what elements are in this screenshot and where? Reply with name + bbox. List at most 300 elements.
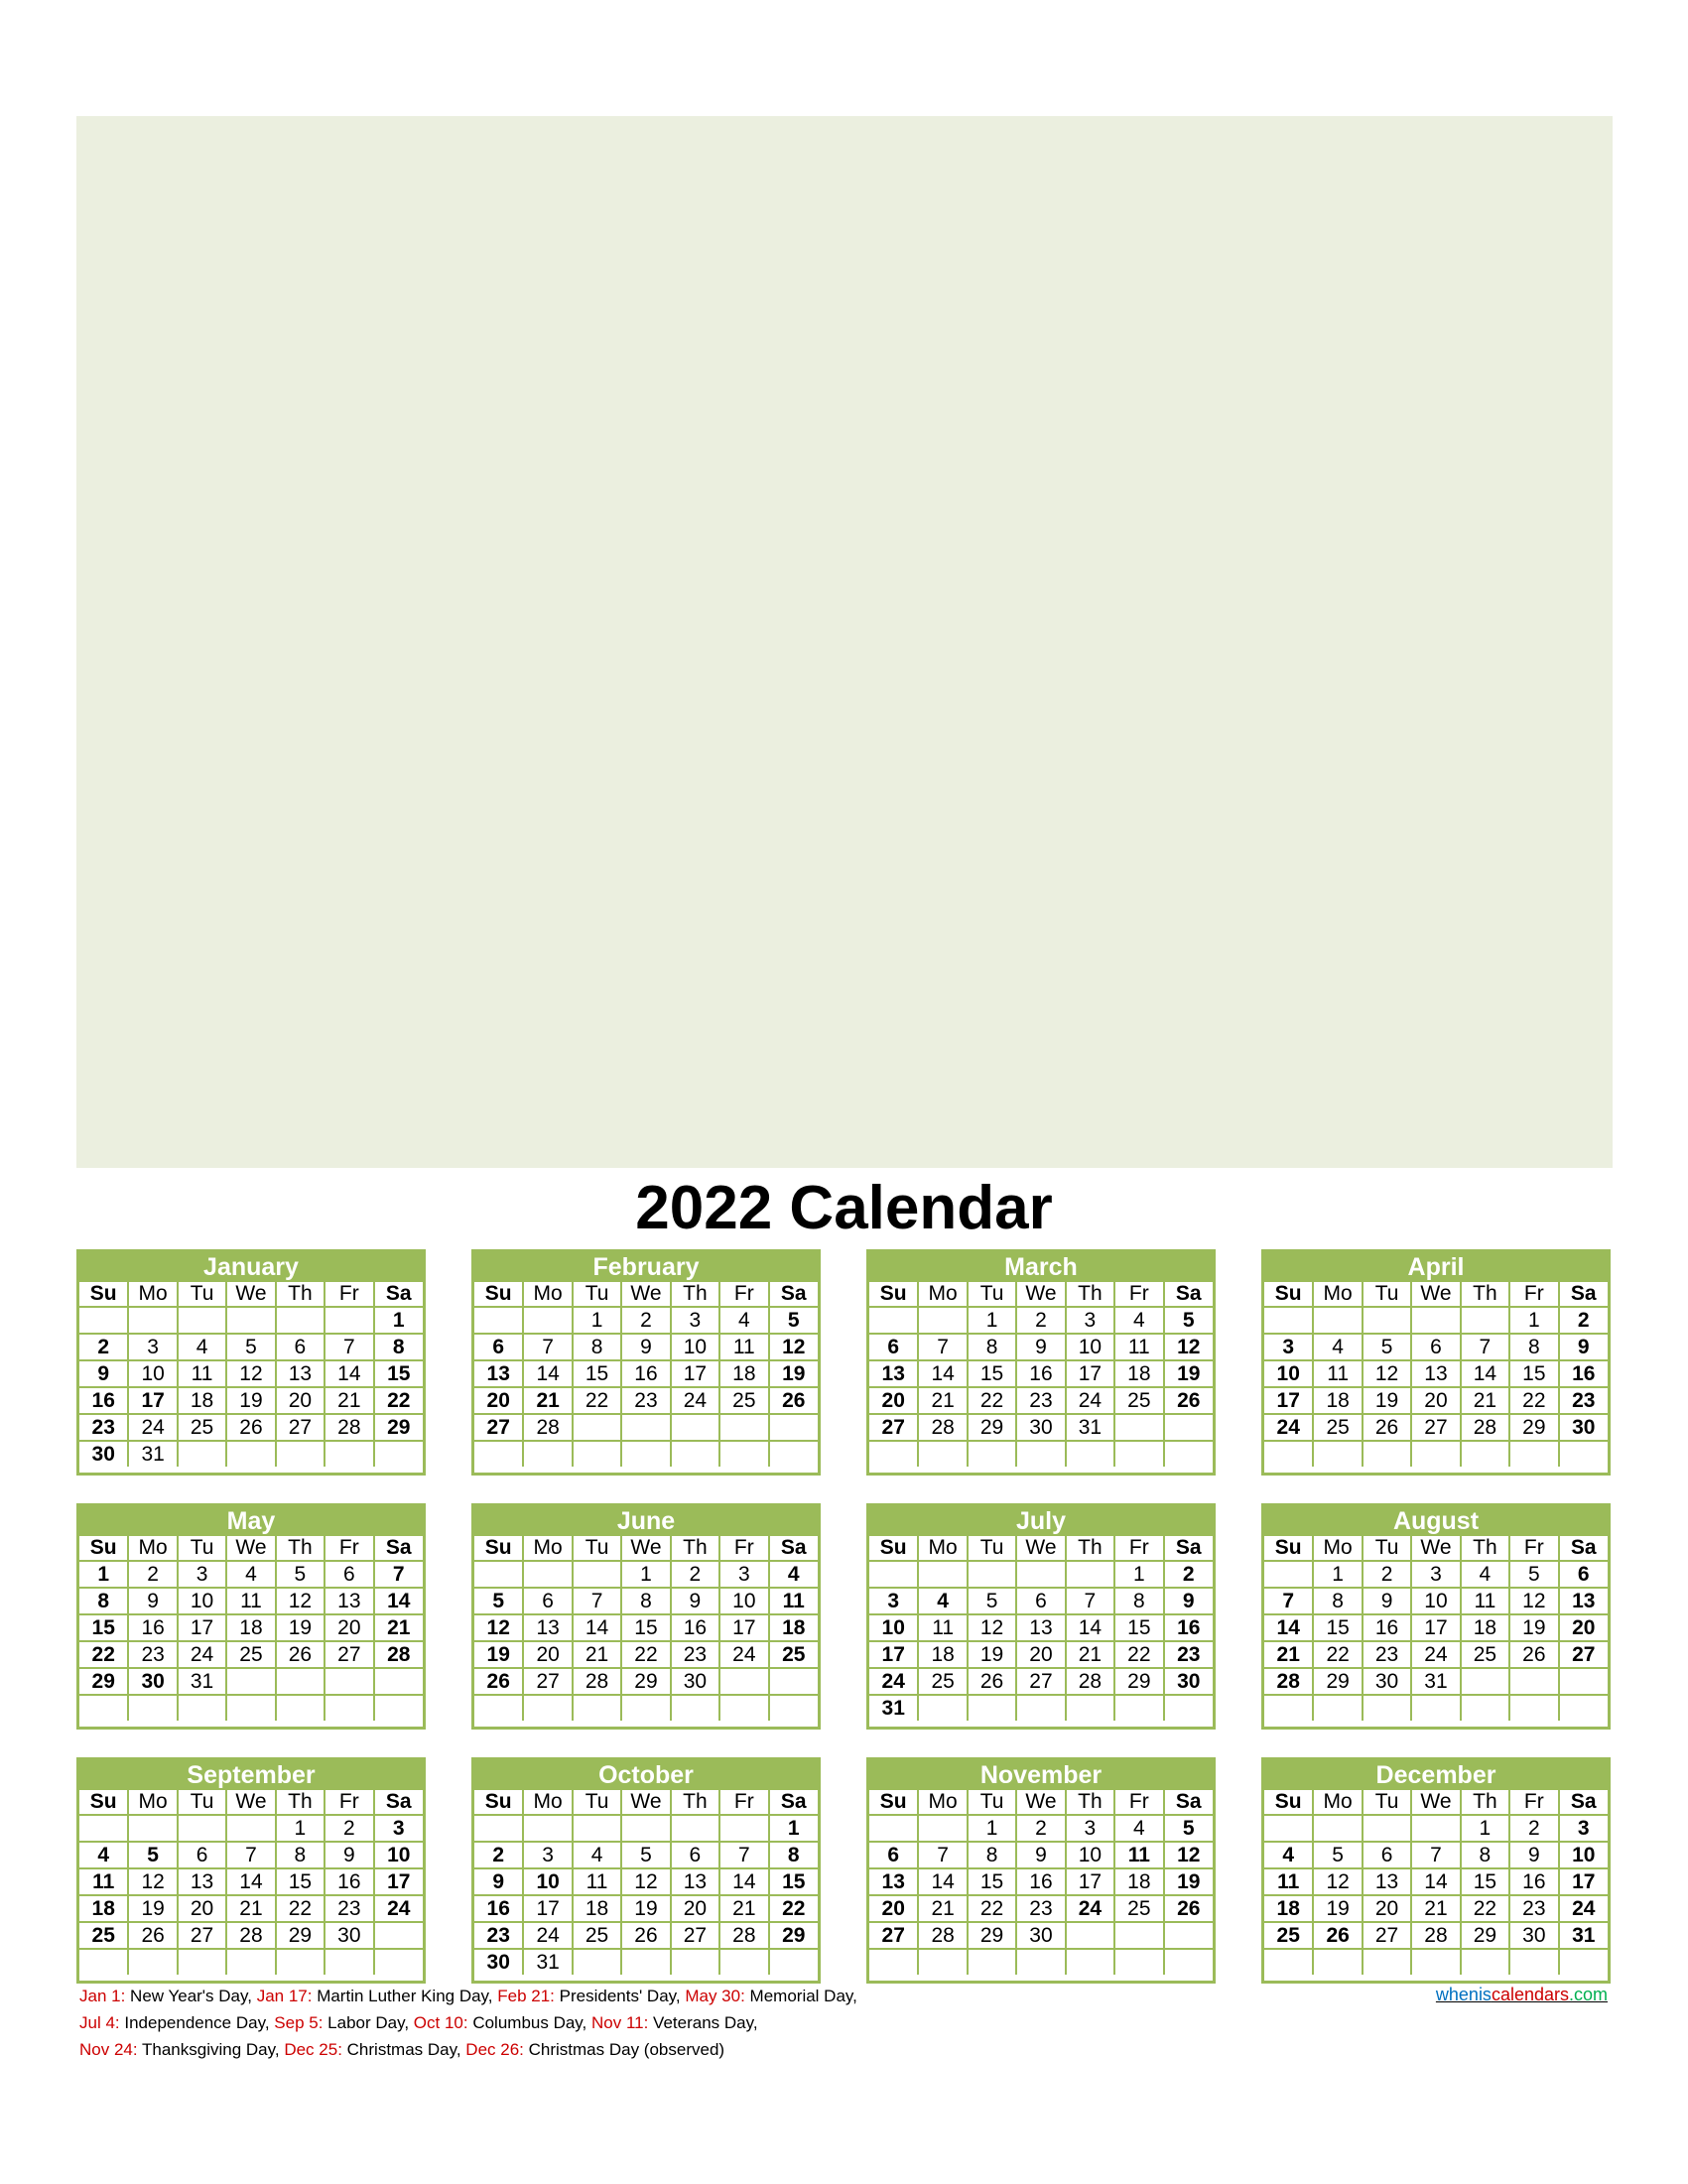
empty-cell (1461, 1441, 1509, 1467)
month-name: September (79, 1760, 423, 1790)
day-cell: 19 (1313, 1895, 1362, 1922)
site-link[interactable] (1389, 1984, 1608, 2005)
month-name: February (474, 1252, 818, 1282)
weekday-label: Fr (325, 1536, 373, 1561)
day-cell: 16 (474, 1895, 523, 1922)
day-cell: 21 (1461, 1387, 1509, 1414)
day-cell: 9 (1509, 1842, 1558, 1868)
day-cell: 17 (523, 1895, 572, 1922)
day-cell: 27 (869, 1414, 918, 1441)
month-march (866, 1249, 1216, 1476)
weekday-label: Tu (968, 1790, 1016, 1815)
empty-cell (573, 1414, 621, 1441)
empty-cell (1114, 1922, 1163, 1949)
empty-cell (1016, 1441, 1065, 1467)
empty-cell (769, 1441, 818, 1467)
day-cell: 13 (1559, 1588, 1608, 1614)
day-cell: 23 (1016, 1387, 1065, 1414)
day-cell: 15 (1461, 1868, 1509, 1895)
weekday-label: Su (79, 1282, 128, 1307)
day-cell: 24 (1411, 1641, 1460, 1668)
day-cell: 6 (869, 1334, 918, 1360)
day-cell: 22 (1461, 1895, 1509, 1922)
day-cell: 20 (869, 1895, 918, 1922)
month-name: April (1264, 1252, 1608, 1282)
day-cell: 22 (573, 1387, 621, 1414)
weekday-label: Tu (1363, 1790, 1411, 1815)
empty-cell (1016, 1561, 1065, 1588)
day-cell: 4 (1114, 1815, 1163, 1842)
empty-cell (1363, 1815, 1411, 1842)
weekday-label: We (1411, 1282, 1460, 1307)
day-cell: 10 (671, 1334, 719, 1360)
weekday-label: Sa (374, 1790, 423, 1815)
day-cell: 20 (325, 1614, 373, 1641)
day-cell: 11 (1461, 1588, 1509, 1614)
day-cell: 15 (769, 1868, 818, 1895)
day-cell: 8 (276, 1842, 325, 1868)
day-cell: 14 (374, 1588, 423, 1614)
weekday-label: Th (276, 1790, 325, 1815)
empty-cell (276, 1949, 325, 1975)
month-october (471, 1757, 821, 1984)
empty-cell (1016, 1949, 1065, 1975)
day-cell: 11 (226, 1588, 275, 1614)
weekday-label: Th (1461, 1282, 1509, 1307)
day-cell: 3 (374, 1815, 423, 1842)
day-cell: 13 (325, 1588, 373, 1614)
day-cell: 19 (621, 1895, 670, 1922)
day-cell: 27 (1559, 1641, 1608, 1668)
empty-cell (276, 1695, 325, 1721)
weekday-label: Tu (178, 1536, 226, 1561)
day-cell: 28 (918, 1414, 967, 1441)
day-cell: 9 (1559, 1334, 1608, 1360)
empty-cell (869, 1307, 918, 1334)
day-cell: 21 (918, 1387, 967, 1414)
day-cell: 4 (573, 1842, 621, 1868)
day-cell: 16 (1016, 1868, 1065, 1895)
day-cell: 17 (1264, 1387, 1313, 1414)
month-november (866, 1757, 1216, 1984)
day-cell: 16 (1016, 1360, 1065, 1387)
empty-cell (276, 1668, 325, 1695)
day-cell: 9 (1016, 1334, 1065, 1360)
weekday-label: Fr (719, 1790, 768, 1815)
empty-cell (474, 1695, 523, 1721)
empty-cell (523, 1695, 572, 1721)
empty-cell (1559, 1695, 1608, 1721)
weekday-label: Tu (1363, 1536, 1411, 1561)
day-cell: 9 (128, 1588, 177, 1614)
day-cell: 15 (968, 1360, 1016, 1387)
holiday-line (79, 1983, 1369, 2009)
day-cell: 5 (621, 1842, 670, 1868)
weekday-label: Tu (178, 1790, 226, 1815)
day-cell: 3 (178, 1561, 226, 1588)
weekday-label: Fr (325, 1790, 373, 1815)
day-cell: 14 (918, 1868, 967, 1895)
weekday-label: We (226, 1282, 275, 1307)
empty-cell (1363, 1949, 1411, 1975)
empty-cell (276, 1441, 325, 1467)
empty-cell (1461, 1695, 1509, 1721)
day-cell: 6 (474, 1334, 523, 1360)
empty-cell (374, 1949, 423, 1975)
empty-cell (178, 1307, 226, 1334)
day-cell: 24 (671, 1387, 719, 1414)
site-link-part: calendars (1491, 1985, 1569, 2004)
day-cell: 18 (1114, 1360, 1163, 1387)
month-name: January (79, 1252, 423, 1282)
day-cell: 16 (79, 1387, 128, 1414)
day-cell: 19 (769, 1360, 818, 1387)
day-cell: 22 (374, 1387, 423, 1414)
empty-cell (1363, 1307, 1411, 1334)
day-cell: 20 (869, 1387, 918, 1414)
day-cell: 4 (79, 1842, 128, 1868)
day-cell: 24 (1066, 1895, 1114, 1922)
holiday-date: Jul 4: (79, 2013, 120, 2032)
day-cell: 15 (968, 1868, 1016, 1895)
weekday-label: Tu (1363, 1282, 1411, 1307)
empty-cell (128, 1695, 177, 1721)
empty-cell (128, 1815, 177, 1842)
empty-cell (325, 1307, 373, 1334)
day-cell: 4 (1461, 1561, 1509, 1588)
day-cell: 5 (1164, 1815, 1213, 1842)
day-cell: 28 (719, 1922, 768, 1949)
day-cell: 29 (968, 1414, 1016, 1441)
day-cell: 16 (128, 1614, 177, 1641)
day-cell: 31 (523, 1949, 572, 1975)
day-cell: 6 (1559, 1561, 1608, 1588)
empty-cell (226, 1441, 275, 1467)
day-cell: 13 (869, 1360, 918, 1387)
empty-cell (1264, 1307, 1313, 1334)
day-cell: 10 (1559, 1842, 1608, 1868)
empty-cell (1411, 1441, 1460, 1467)
day-cell: 18 (719, 1360, 768, 1387)
day-cell: 29 (1114, 1668, 1163, 1695)
empty-cell (1313, 1307, 1362, 1334)
day-cell: 29 (769, 1922, 818, 1949)
empty-cell (226, 1307, 275, 1334)
day-cell: 7 (918, 1334, 967, 1360)
empty-cell (1264, 1561, 1313, 1588)
day-cell: 2 (128, 1561, 177, 1588)
day-cell: 24 (719, 1641, 768, 1668)
day-cell: 15 (374, 1360, 423, 1387)
day-cell: 9 (325, 1842, 373, 1868)
weekday-label: Fr (719, 1536, 768, 1561)
empty-cell (1559, 1668, 1608, 1695)
day-cell: 7 (226, 1842, 275, 1868)
day-cell: 20 (1559, 1614, 1608, 1641)
empty-cell (1114, 1441, 1163, 1467)
empty-cell (968, 1561, 1016, 1588)
day-cell: 18 (1114, 1868, 1163, 1895)
day-cell: 4 (769, 1561, 818, 1588)
day-cell: 5 (968, 1588, 1016, 1614)
weekday-label: Fr (1114, 1536, 1163, 1561)
day-cell: 13 (671, 1868, 719, 1895)
weekday-label: Mo (1313, 1282, 1362, 1307)
day-cell: 10 (178, 1588, 226, 1614)
day-cell: 8 (374, 1334, 423, 1360)
day-cell: 5 (128, 1842, 177, 1868)
weekday-label: Th (671, 1282, 719, 1307)
day-cell: 11 (573, 1868, 621, 1895)
weekday-label: Su (474, 1790, 523, 1815)
empty-cell (1411, 1695, 1460, 1721)
day-cell: 18 (918, 1641, 967, 1668)
holiday-date: Dec 25: (284, 2040, 342, 2059)
day-cell: 3 (523, 1842, 572, 1868)
weekday-label: Su (869, 1790, 918, 1815)
day-cell: 27 (1363, 1922, 1411, 1949)
day-cell: 10 (869, 1614, 918, 1641)
empty-cell (918, 1307, 967, 1334)
day-cell: 19 (474, 1641, 523, 1668)
empty-cell (1264, 1695, 1313, 1721)
holiday-name: Labor Day, (323, 2013, 414, 2032)
empty-cell (79, 1307, 128, 1334)
day-cell: 3 (1066, 1815, 1114, 1842)
empty-cell (226, 1668, 275, 1695)
day-cell: 2 (1016, 1815, 1065, 1842)
day-cell: 30 (1164, 1668, 1213, 1695)
day-cell: 23 (621, 1387, 670, 1414)
empty-cell (1313, 1815, 1362, 1842)
day-cell: 10 (1066, 1334, 1114, 1360)
day-cell: 18 (1313, 1387, 1362, 1414)
day-cell: 17 (128, 1387, 177, 1414)
day-cell: 23 (1363, 1641, 1411, 1668)
weekday-label: Tu (968, 1536, 1016, 1561)
day-cell: 5 (1164, 1307, 1213, 1334)
day-cell: 29 (374, 1414, 423, 1441)
day-cell: 2 (1164, 1561, 1213, 1588)
month-name: June (474, 1506, 818, 1536)
day-cell: 3 (1559, 1815, 1608, 1842)
weekday-label: Fr (1114, 1282, 1163, 1307)
day-cell: 22 (79, 1641, 128, 1668)
weekday-label: Su (869, 1282, 918, 1307)
day-cell: 27 (523, 1668, 572, 1695)
month-september (76, 1757, 426, 1984)
day-cell: 12 (276, 1588, 325, 1614)
weekday-label: We (621, 1282, 670, 1307)
day-cell: 18 (226, 1614, 275, 1641)
day-cell: 9 (621, 1334, 670, 1360)
day-cell: 3 (1066, 1307, 1114, 1334)
empty-cell (1559, 1949, 1608, 1975)
day-cell: 15 (1509, 1360, 1558, 1387)
empty-cell (1313, 1949, 1362, 1975)
day-cell: 8 (79, 1588, 128, 1614)
day-cell: 26 (968, 1668, 1016, 1695)
weekday-label: Tu (573, 1536, 621, 1561)
day-cell: 28 (374, 1641, 423, 1668)
site-link-part: whenis (1435, 1985, 1492, 2004)
empty-cell (325, 1668, 373, 1695)
day-cell: 27 (1411, 1414, 1460, 1441)
day-cell: 6 (1016, 1588, 1065, 1614)
empty-cell (1461, 1307, 1509, 1334)
day-cell: 25 (719, 1387, 768, 1414)
day-cell: 1 (276, 1815, 325, 1842)
day-cell: 24 (1559, 1895, 1608, 1922)
day-cell: 5 (1313, 1842, 1362, 1868)
weekday-label: Th (276, 1536, 325, 1561)
day-cell: 19 (128, 1895, 177, 1922)
day-cell: 13 (1363, 1868, 1411, 1895)
day-cell: 10 (523, 1868, 572, 1895)
day-cell: 14 (918, 1360, 967, 1387)
month-name: December (1264, 1760, 1608, 1790)
holiday-name: Thanksgiving Day, (137, 2040, 285, 2059)
day-cell: 9 (474, 1868, 523, 1895)
empty-cell (1461, 1949, 1509, 1975)
holiday-name: Christmas Day (observed) (523, 2040, 725, 2059)
day-cell: 20 (523, 1641, 572, 1668)
weekday-label: Su (1264, 1536, 1313, 1561)
day-cell: 31 (1066, 1414, 1114, 1441)
holiday-name: Christmas Day, (341, 2040, 466, 2059)
month-february (471, 1249, 821, 1476)
holiday-line (79, 2009, 1369, 2036)
empty-cell (1164, 1414, 1213, 1441)
weekday-label: Sa (1164, 1282, 1213, 1307)
day-cell: 12 (621, 1868, 670, 1895)
empty-cell (968, 1695, 1016, 1721)
day-cell: 22 (621, 1641, 670, 1668)
day-cell: 22 (968, 1387, 1016, 1414)
day-cell: 28 (1411, 1922, 1460, 1949)
weekday-label: Mo (1313, 1536, 1362, 1561)
day-cell: 31 (128, 1441, 177, 1467)
day-cell: 30 (79, 1441, 128, 1467)
day-cell: 19 (1509, 1614, 1558, 1641)
day-cell: 27 (869, 1922, 918, 1949)
day-cell: 20 (671, 1895, 719, 1922)
day-cell: 15 (1313, 1614, 1362, 1641)
empty-cell (325, 1441, 373, 1467)
day-cell: 28 (573, 1668, 621, 1695)
day-cell: 18 (178, 1387, 226, 1414)
weekday-label: Th (1461, 1790, 1509, 1815)
weekday-label: Tu (968, 1282, 1016, 1307)
day-cell: 30 (128, 1668, 177, 1695)
day-cell: 12 (474, 1614, 523, 1641)
day-cell: 26 (769, 1387, 818, 1414)
day-cell: 29 (621, 1668, 670, 1695)
empty-cell (918, 1441, 967, 1467)
day-cell: 21 (374, 1614, 423, 1641)
day-cell: 2 (325, 1815, 373, 1842)
day-cell: 6 (1363, 1842, 1411, 1868)
day-cell: 14 (226, 1868, 275, 1895)
empty-cell (1164, 1441, 1213, 1467)
empty-cell (1066, 1561, 1114, 1588)
day-cell: 4 (1313, 1334, 1362, 1360)
empty-cell (1264, 1949, 1313, 1975)
empty-cell (79, 1815, 128, 1842)
weekday-label: Sa (769, 1536, 818, 1561)
holiday-line (79, 2036, 1369, 2063)
day-cell: 29 (1509, 1414, 1558, 1441)
holiday-name: Memorial Day, (744, 1987, 857, 2005)
empty-cell (1461, 1668, 1509, 1695)
day-cell: 11 (1114, 1334, 1163, 1360)
day-cell: 28 (1461, 1414, 1509, 1441)
day-cell: 4 (226, 1561, 275, 1588)
day-cell: 8 (1461, 1842, 1509, 1868)
day-cell: 6 (276, 1334, 325, 1360)
day-cell: 24 (869, 1668, 918, 1695)
empty-cell (573, 1815, 621, 1842)
empty-cell (918, 1561, 967, 1588)
day-cell: 23 (1164, 1641, 1213, 1668)
day-cell: 19 (1164, 1868, 1213, 1895)
day-cell: 7 (719, 1842, 768, 1868)
weekday-label: We (226, 1790, 275, 1815)
day-cell: 16 (1509, 1868, 1558, 1895)
empty-cell (621, 1949, 670, 1975)
day-cell: 22 (968, 1895, 1016, 1922)
day-cell: 25 (769, 1641, 818, 1668)
empty-cell (968, 1949, 1016, 1975)
empty-cell (869, 1949, 918, 1975)
empty-cell (128, 1307, 177, 1334)
empty-cell (1363, 1695, 1411, 1721)
month-december (1261, 1757, 1611, 1984)
day-cell: 25 (1114, 1895, 1163, 1922)
day-cell: 1 (621, 1561, 670, 1588)
day-cell: 12 (1313, 1868, 1362, 1895)
day-cell: 8 (1114, 1588, 1163, 1614)
weekday-label: We (1016, 1282, 1065, 1307)
day-cell: 27 (474, 1414, 523, 1441)
day-cell: 14 (1411, 1868, 1460, 1895)
weekday-label: Th (1066, 1790, 1114, 1815)
day-cell: 4 (918, 1588, 967, 1614)
empty-cell (1016, 1695, 1065, 1721)
empty-cell (1363, 1441, 1411, 1467)
weekday-label: Sa (374, 1282, 423, 1307)
day-cell: 1 (79, 1561, 128, 1588)
day-cell: 11 (769, 1588, 818, 1614)
day-cell: 17 (1411, 1614, 1460, 1641)
day-cell: 26 (621, 1922, 670, 1949)
day-cell: 4 (178, 1334, 226, 1360)
day-cell: 5 (1509, 1561, 1558, 1588)
month-april (1261, 1249, 1611, 1476)
weekday-label: Mo (523, 1790, 572, 1815)
weekday-label: Mo (128, 1790, 177, 1815)
day-cell: 29 (1313, 1668, 1362, 1695)
day-cell: 11 (719, 1334, 768, 1360)
day-cell: 27 (671, 1922, 719, 1949)
empty-cell (918, 1695, 967, 1721)
empty-cell (474, 1441, 523, 1467)
weekday-label: Sa (769, 1790, 818, 1815)
day-cell: 21 (719, 1895, 768, 1922)
day-cell: 13 (474, 1360, 523, 1387)
empty-cell (671, 1815, 719, 1842)
empty-cell (918, 1815, 967, 1842)
